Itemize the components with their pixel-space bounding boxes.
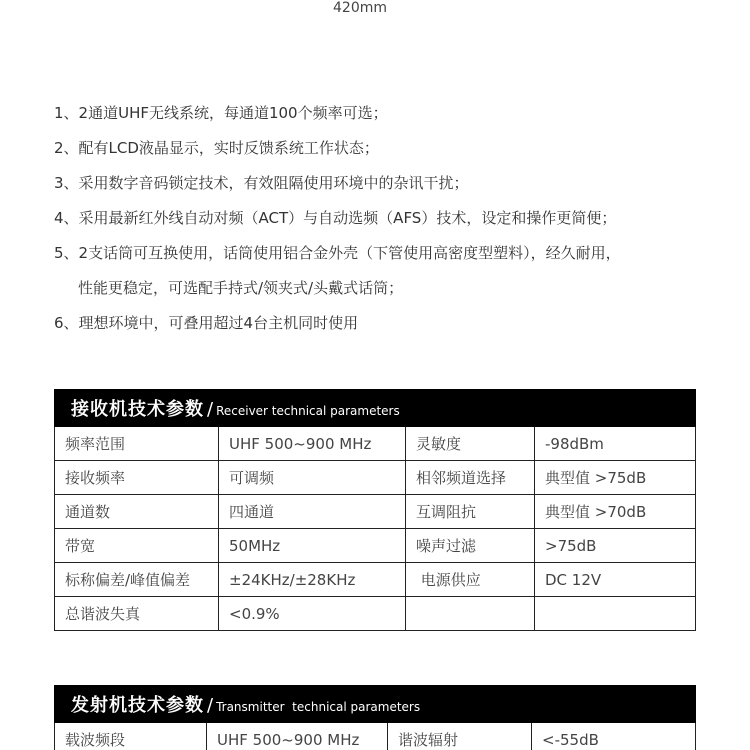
- table-row: [55, 427, 696, 461]
- param-value: 50MHz: [219, 529, 406, 563]
- title-slash: /: [207, 399, 214, 420]
- param-value: [535, 597, 696, 631]
- param-name: 灵敏度: [406, 427, 535, 461]
- transmitter-title-en: Transmitter technical parameters: [216, 700, 421, 714]
- feature-item: 6、理想环境中，可叠用超过4台主机同时使用: [54, 314, 359, 332]
- param-value: DC 12V: [535, 563, 696, 597]
- param-value: -98dBm: [535, 427, 696, 461]
- transmitter-spec-table: [54, 685, 696, 750]
- param-name: 频率范围: [55, 427, 219, 461]
- param-value: 可调频: [219, 461, 406, 495]
- param-name: 通道数: [55, 495, 219, 529]
- feature-item: 3、采用数字音码锁定技术，有效阻隔使用环境中的杂讯干扰；: [54, 174, 469, 192]
- table-row: [55, 723, 696, 750]
- param-name: 电源供应: [406, 563, 535, 597]
- feature-item: 2、配有LCD液晶显示，实时反馈系统工作状态；: [54, 139, 379, 157]
- table-row: [55, 563, 696, 597]
- receiver-table-title: [55, 390, 696, 427]
- receiver-title-en: Receiver technical parameters: [216, 404, 400, 418]
- transmitter-title-cn: 发射机技术参数: [71, 695, 204, 716]
- param-value: 典型值 >70dB: [535, 495, 696, 529]
- table-row: [55, 529, 696, 563]
- param-value: 典型值 >75dB: [535, 461, 696, 495]
- table-row: [55, 597, 696, 631]
- param-name: 相邻频道选择: [406, 461, 535, 495]
- param-name: 带宽: [55, 529, 219, 563]
- param-name: 标称偏差/峰值偏差: [55, 563, 219, 597]
- feature-item: 4、采用最新红外线自动对频（ACT）与自动选频（AFS）技术，设定和操作更简便；: [54, 209, 617, 227]
- table-header-row: [55, 390, 696, 427]
- param-name: 谐波辐射: [388, 723, 532, 750]
- transmitter-table-title: [55, 686, 696, 723]
- param-name: 互调阻抗: [406, 495, 535, 529]
- param-name: [406, 597, 535, 631]
- param-name: 载波频段: [55, 723, 207, 750]
- feature-item: 5、2支话筒可互换使用，话筒使用铝合金外壳（下管使用高密度型塑料），经久耐用，: [54, 244, 621, 262]
- receiver-spec-table: [54, 389, 696, 631]
- feature-item-continuation: 性能更稳定，可选配手持式/领夹式/头戴式话筒；: [78, 279, 404, 297]
- param-value: <0.9%: [219, 597, 406, 631]
- param-value: >75dB: [535, 529, 696, 563]
- param-name: 接收频率: [55, 461, 219, 495]
- receiver-title-cn: 接收机技术参数: [71, 399, 204, 420]
- param-value: 四通道: [219, 495, 406, 529]
- param-name: 噪声过滤: [406, 529, 535, 563]
- title-slash: /: [207, 695, 214, 716]
- table-header-row: [55, 686, 696, 723]
- param-value: <-55dB: [532, 723, 696, 750]
- param-value: UHF 500~900 MHz: [207, 723, 388, 750]
- param-value: ±24KHz/±28KHz: [219, 563, 406, 597]
- table-row: [55, 495, 696, 529]
- dimension-label: 420mm: [333, 0, 387, 16]
- feature-list: [54, 96, 744, 341]
- table-row: [55, 461, 696, 495]
- feature-item: 1、2通道UHF无线系统，每通道100个频率可选；: [54, 104, 388, 122]
- param-value: UHF 500~900 MHz: [219, 427, 406, 461]
- param-name: 总谐波失真: [55, 597, 219, 631]
